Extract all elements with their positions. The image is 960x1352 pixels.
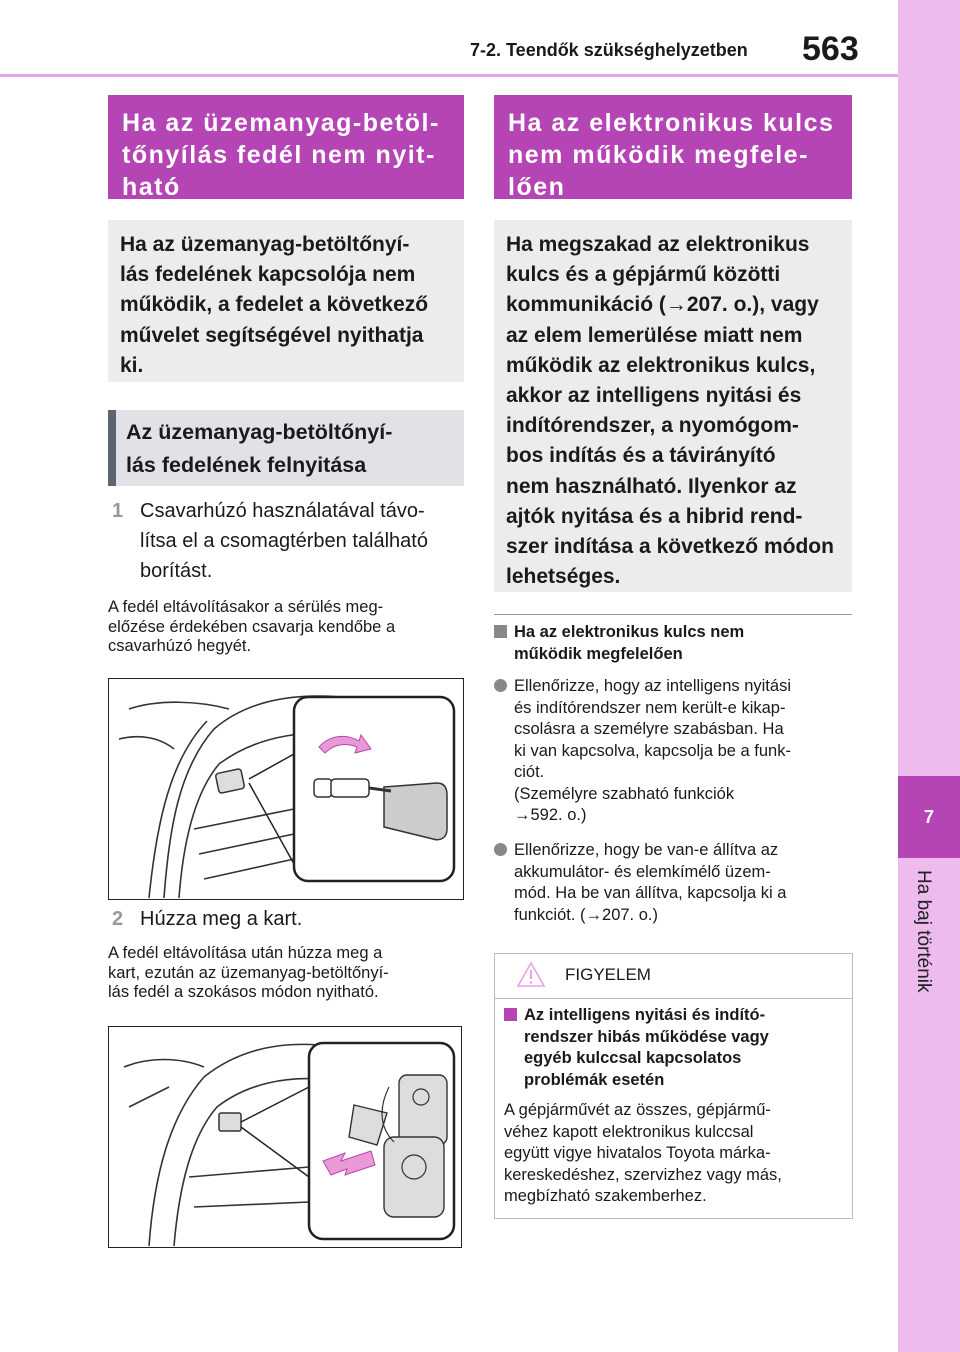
bullet-item	[494, 840, 856, 926]
left-section-title	[108, 95, 464, 199]
warning-triangle-icon	[517, 962, 545, 987]
note-line: kart, ezután az üzemanyag-betöltőnyí-	[108, 963, 389, 982]
title-line: lően	[508, 173, 566, 201]
note-2	[108, 944, 464, 1003]
intro-line: lás fedelének kapcsolója nem	[120, 263, 416, 287]
warning-header	[495, 954, 852, 999]
note-1	[108, 598, 464, 657]
page-number: 563	[802, 30, 859, 68]
intro-line: működik, a fedelet a következő	[120, 293, 429, 317]
intro-line: nem használható. Ilyenkor az	[506, 474, 797, 498]
intro-line: művelet segítségével nyithatja	[120, 323, 424, 347]
title-line: tőnyílás fedél nem nyit-	[122, 141, 436, 169]
heading-line: Ha az elektronikus kulcs nem	[514, 623, 745, 641]
bullet-text: Ellenőrizze, hogy be van-e állítva az akkumulátor- és elemkímélő üzem- mód. Ha be van állítva, kapcsolja ki a funkciót. (→207. o.)	[514, 841, 787, 924]
intro-line: indítórendszer, a nyomógom-	[506, 414, 799, 438]
intro-line: ajtók nyitása és a hibrid rend-	[506, 504, 803, 528]
title-line: ható	[122, 173, 181, 201]
subheading-line: lás fedelének felnyitása	[126, 453, 367, 477]
title-line: nem működik megfele-	[508, 141, 809, 169]
heading-line: rendszer hibás működése vagy	[524, 1027, 769, 1046]
subheading	[108, 410, 464, 486]
intro-line: ki.	[120, 353, 144, 377]
step-line: lítsa el a csomagtérben található	[140, 530, 428, 552]
square-bullet-icon	[504, 1008, 517, 1021]
intro-line: működik az elektronikus kulcs,	[506, 353, 816, 377]
step-2	[112, 904, 464, 934]
section-heading	[494, 622, 852, 665]
round-bullet-icon	[494, 679, 507, 692]
side-strip	[898, 0, 960, 1352]
step-number: 2	[112, 908, 124, 930]
step-line: Csavarhúzó használatával távo-	[140, 500, 425, 522]
round-bullet-icon	[494, 843, 507, 856]
step-1	[112, 496, 464, 586]
warning-heading	[504, 1005, 844, 1091]
square-bullet-icon	[494, 625, 507, 638]
note-line: A fedél eltávolításakor a sérülés meg-	[108, 598, 384, 616]
title-line: Ha az elektronikus kulcs	[508, 109, 835, 137]
warning-label: FIGYELEM	[565, 965, 651, 984]
chapter-tab[interactable]	[898, 776, 960, 858]
right-intro-box	[494, 220, 852, 592]
bullet-item	[494, 676, 856, 827]
left-intro-box	[108, 220, 464, 382]
subheading-line: Az üzemanyag-betöltőnyí-	[126, 420, 393, 444]
section-divider	[494, 614, 852, 615]
title-line: Ha az üzemanyag-betöl-	[122, 109, 440, 137]
step-line: borítást.	[140, 560, 213, 582]
intro-line: kulcs és a gépjármű közötti	[506, 263, 781, 287]
body-line: együtt vigye hivatalos Toyota márka-	[504, 1144, 771, 1162]
step-line: Húzza meg a kart.	[140, 908, 303, 930]
intro-line: lehetséges.	[506, 565, 621, 589]
heading-line: egyéb kulccsal kapcsolatos	[524, 1049, 742, 1067]
heading-line: problémák esetén	[524, 1070, 665, 1089]
figure-pull-lever	[108, 1026, 462, 1248]
step-number: 1	[112, 500, 124, 522]
figure-remove-cover	[108, 678, 464, 900]
intro-line: bos indítás és a távirányító	[506, 444, 776, 468]
body-line: A gépjárművét az összes, gépjármű-	[504, 1101, 771, 1119]
header-rule	[0, 74, 898, 77]
body-line: kereskedéshez, szervizhez vagy más,	[504, 1165, 782, 1184]
illustration-trunk-cover	[109, 679, 462, 898]
heading-line: működik megfelelően	[514, 644, 683, 663]
chapter-number: 7	[923, 806, 934, 827]
bullet-text: Ellenőrizze, hogy az intelligens nyitási és indítórendszer nem került-e kikap- csolásra a személyre szabásban. Ha ki van kapcsolva, kapcsolja be a funk- ciót. (Személyre szabható funkciók →592. o.)	[514, 677, 791, 824]
warning-box	[494, 953, 853, 1219]
intro-line: Ha megszakad az elektronikus	[506, 233, 810, 256]
note-line: előzése érdekében csavarja kendőbe a	[108, 617, 396, 636]
intro-line: Ha az üzemanyag-betöltőnyí-	[120, 233, 410, 256]
intro-line: kommunikáció (→207. o.), vagy	[506, 293, 819, 317]
note-line: lás fedél a szokásos módon nyitható.	[108, 983, 379, 1002]
chapter-title: Ha baj történik	[913, 870, 934, 993]
warning-body	[504, 1100, 849, 1208]
body-line: megbízható szakemberhez.	[504, 1187, 707, 1205]
note-line: A fedél eltávolítása után húzza meg a	[108, 944, 383, 962]
illustration-trunk-lever	[109, 1027, 460, 1246]
right-section-title	[494, 95, 852, 199]
note-line: csavarhúzó hegyét.	[108, 637, 252, 656]
section-title: 7-2. Teendők szükséghelyzetben	[470, 40, 748, 60]
heading-line: Az intelligens nyitási és indító-	[524, 1006, 766, 1024]
intro-line: szer indítása a következő módon	[506, 535, 834, 559]
intro-line: akkor az intelligens nyitási és	[506, 384, 802, 408]
intro-line: az elem lemerülése miatt nem	[506, 323, 803, 347]
body-line: véhez kapott elektronikus kulccsal	[504, 1122, 754, 1141]
